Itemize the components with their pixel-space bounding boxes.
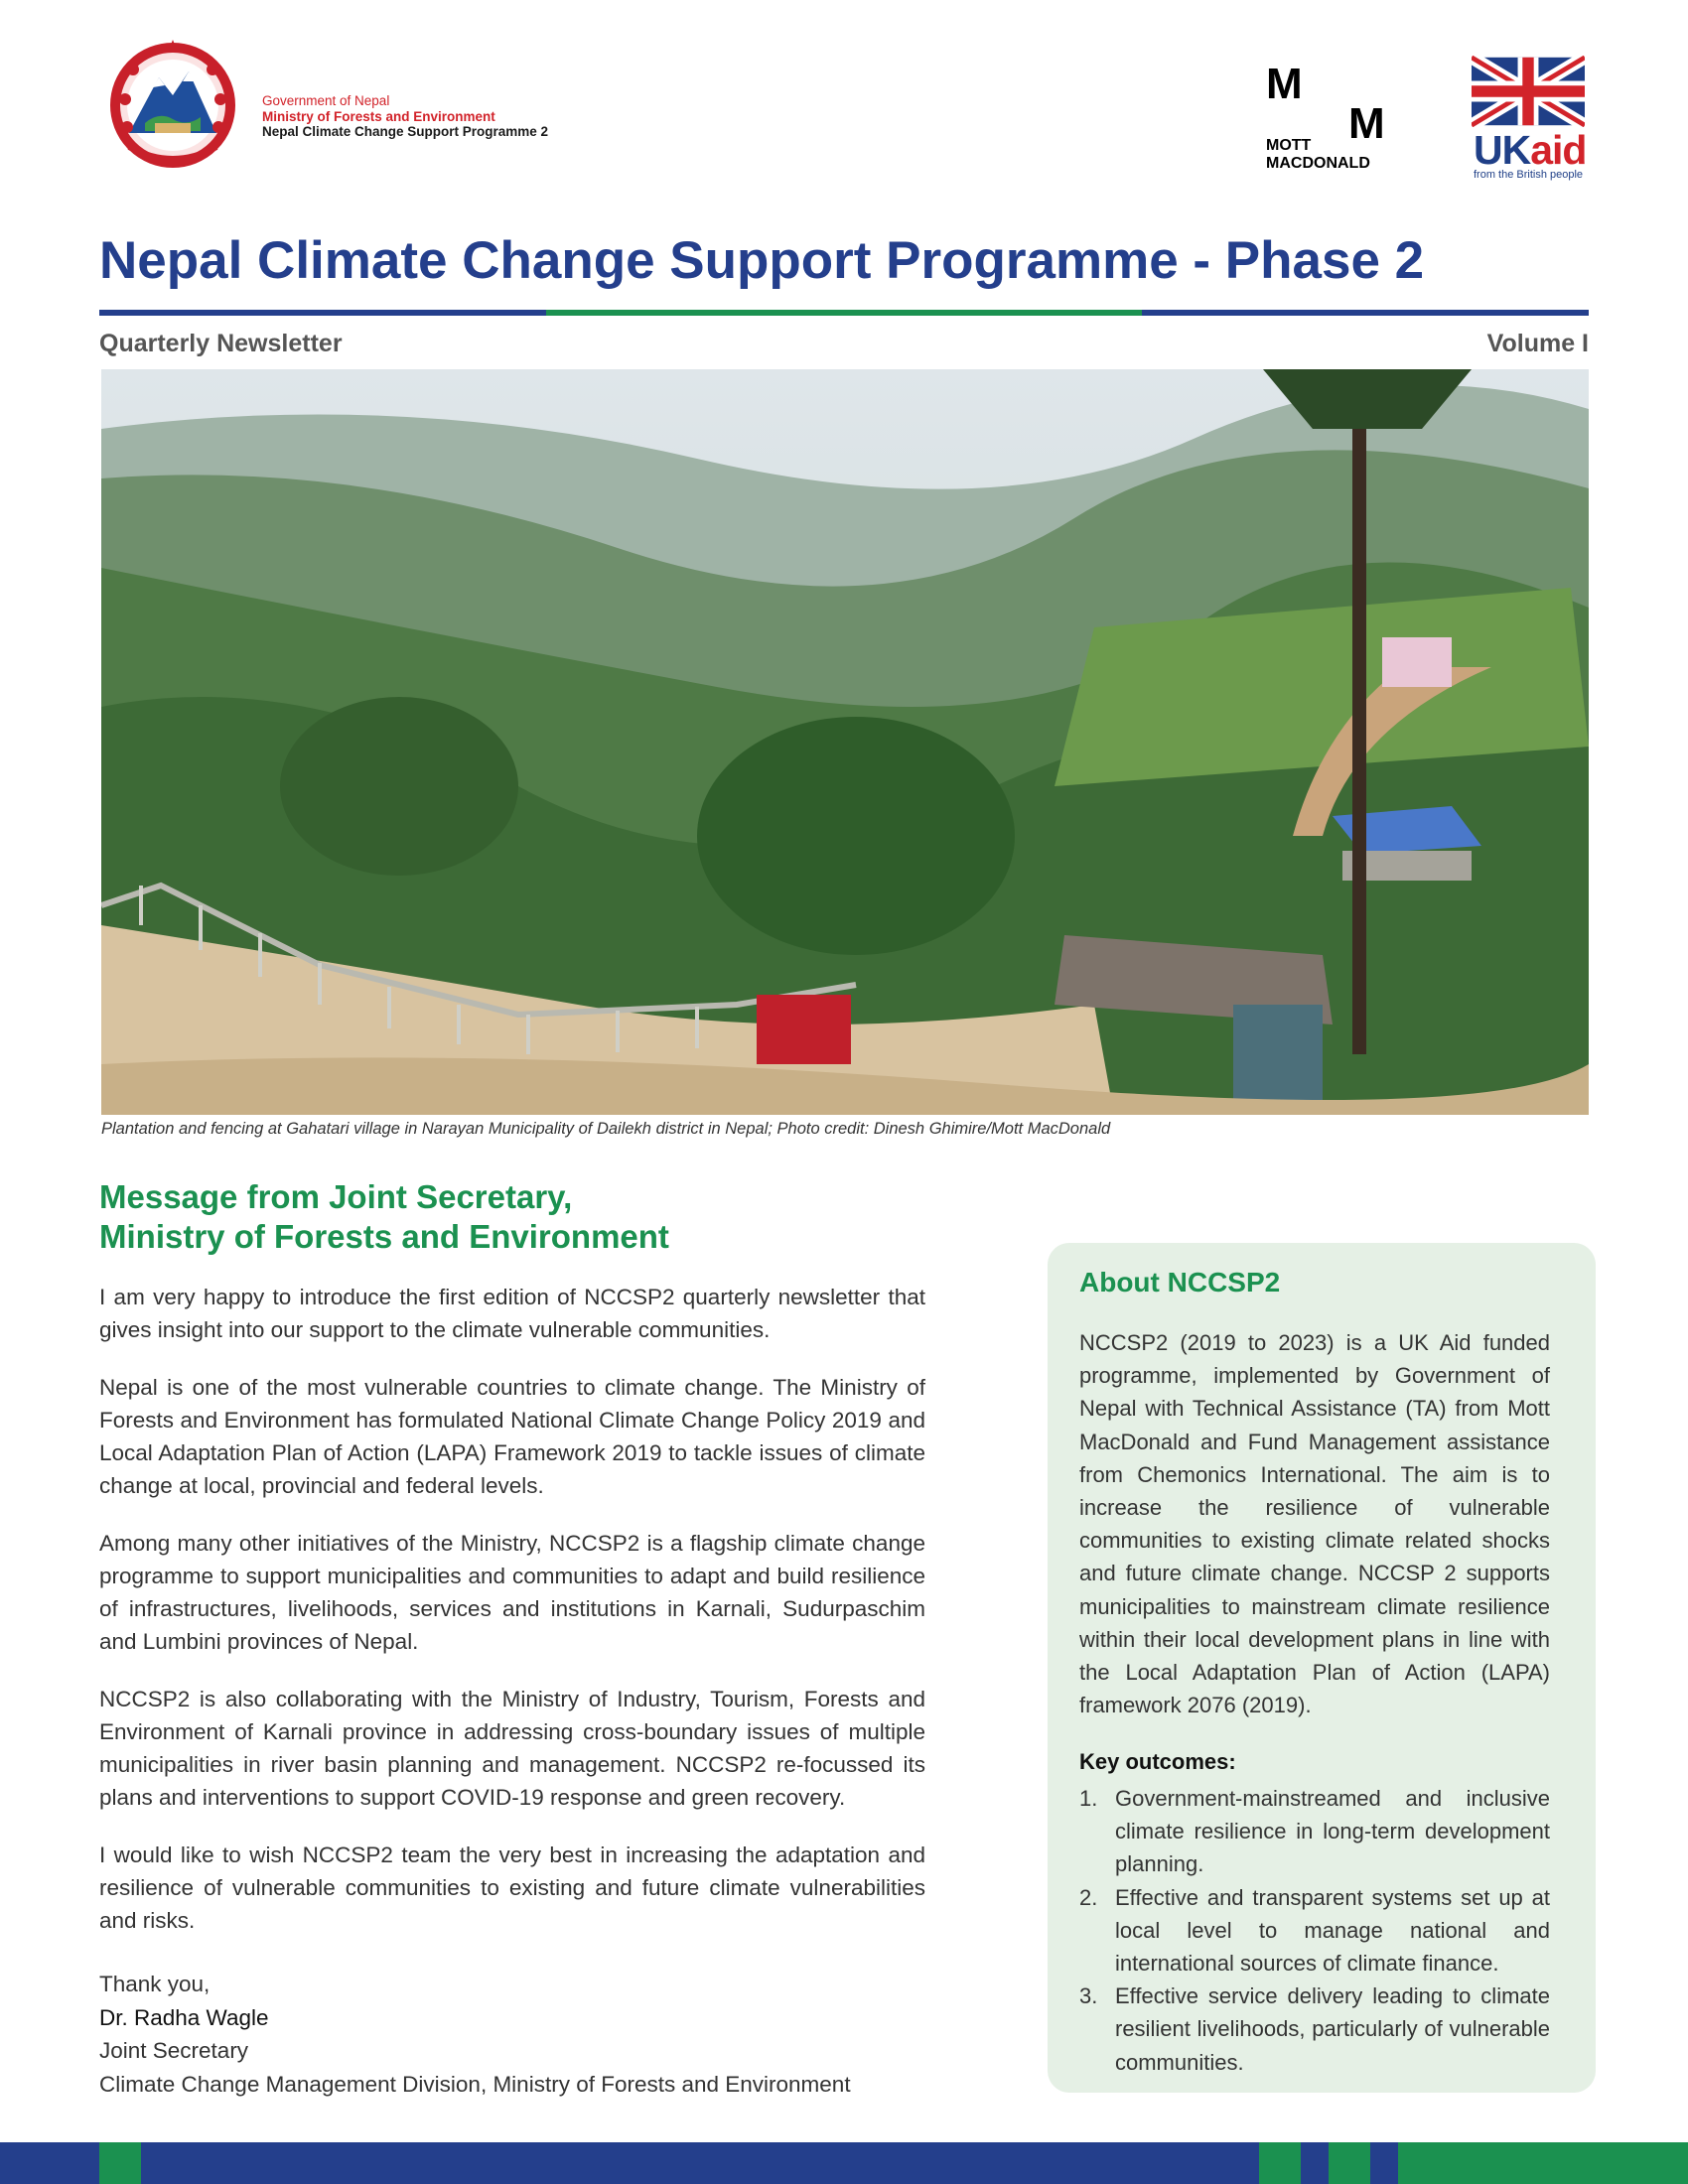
gov-line-programme: Nepal Climate Change Support Programme 2 (262, 124, 549, 139)
ukaid-logo: UKaid from the British people (1472, 56, 1589, 185)
about-body: NCCSP2 (2019 to 2023) is a UK Aid funded programme, implemented by Government of Nepal with Technical Assistance (TA) from Mott MacDonald and Fund Management assistance from Chemonics International. The aim is to increase the resilience of vulnerable communities to existing climate related shocks and future climate change. NCCSP 2 supports municipalities to mainstream climate resilience within their local development plans in line with the Local Adaptation Plan of Action (LAPA) framework 2076 (2019). (1079, 1330, 1550, 1718)
government-text-block (262, 93, 548, 140)
key-outcomes-title: Key outcomes: (1079, 1749, 1236, 1774)
message-heading (99, 1177, 669, 1257)
message-body (99, 1281, 925, 1962)
list-item (1079, 1979, 1550, 2079)
photo-caption: Plantation and fencing at Gahatari village in Narayan Municipality of Dailekh district in Nepal; Photo credit: Dinesh Ghimire/Mott MacDonald (101, 1120, 1111, 1138)
signoff-thanks: Thank you, (99, 1972, 211, 1996)
list-item-text: Effective and transparent systems set up at local level to manage national and international sources of climate finance. (1115, 1884, 1550, 1977)
message-heading-line-1: Message from Joint Secretary, (99, 1178, 573, 1215)
list-item (1079, 1881, 1550, 1980)
message-paragraph: I would like to wish NCCSP2 team the very best in increasing the adaptation and resilience of vulnerable communities to existing and future climate vulnerabilities and risks. (99, 1843, 925, 1933)
gov-line-ministry: Ministry of Forests and Environment (262, 108, 495, 124)
list-item-number: 3. (1079, 1983, 1098, 2009)
title-divider (99, 310, 1589, 316)
list-item (1079, 1782, 1550, 1881)
union-jack-icon (1472, 56, 1585, 127)
newsletter-label: Quarterly Newsletter (99, 330, 343, 357)
nepal-government-emblem (99, 38, 246, 169)
message-paragraph: I am very happy to introduce the first edition of NCCSP2 quarterly newsletter that gives insight into our support to the climate vulnerable communities. (99, 1285, 925, 1342)
gov-line-government: Government of Nepal (262, 93, 390, 108)
list-item-number: 1. (1079, 1786, 1098, 1811)
page-title: Nepal Climate Change Support Programme - Phase 2 (99, 231, 1425, 290)
message-paragraph: NCCSP2 is also collaborating with the Ministry of Industry, Tourism, Forests and Environment of Karnali province in addressing cross-boundary issues of multiple municipalities in river basin planning and management. NCCSP2 re-focussed its plans and interventions to support COVID-19 response and green recovery. (99, 1687, 925, 1810)
message-paragraph: Nepal is one of the most vulnerable countries to climate change. The Ministry of Forests and Environment has formulated National Climate Change Policy 2019 and Local Adaptation Plan of Action (LAPA) Framework 2019 to tackle issues of climate change at local, provincial and federal levels. (99, 1375, 925, 1498)
list-item-text: Effective service delivery leading to climate resilient livelihoods, particularly of vulnerable communities. (1115, 1983, 1550, 2075)
signoff-role: Joint Secretary (99, 2038, 249, 2063)
signoff-division: Climate Change Management Division, Ministry of Forests and Environment (99, 2071, 851, 2097)
footer-bar (0, 2142, 1688, 2184)
list-item-number: 2. (1079, 1884, 1098, 1910)
about-title: About NCCSP2 (1079, 1267, 1281, 1297)
message-paragraph: Among many other initiatives of the Ministry, NCCSP2 is a flagship climate change programme to support municipalities and communities to adapt and build resilience of infrastructures, livelihoods, services and institutions in Karnali, Sudurpaschim and Lumbini provinces of Nepal. (99, 1531, 925, 1654)
hero-photo (101, 369, 1589, 1115)
message-heading-line-2: Ministry of Forests and Environment (99, 1218, 669, 1255)
key-outcomes-list (1079, 1782, 1550, 2079)
mott-macdonald-logo: M M MOTT MACDONALD (1266, 60, 1385, 172)
list-item-text: Government-mainstreamed and inclusive climate resilience in long-term development planning. (1115, 1786, 1550, 1877)
volume-label: Volume I (1486, 330, 1589, 357)
signoff-name: Dr. Radha Wagle (99, 2004, 269, 2030)
message-signoff (99, 1968, 851, 2101)
